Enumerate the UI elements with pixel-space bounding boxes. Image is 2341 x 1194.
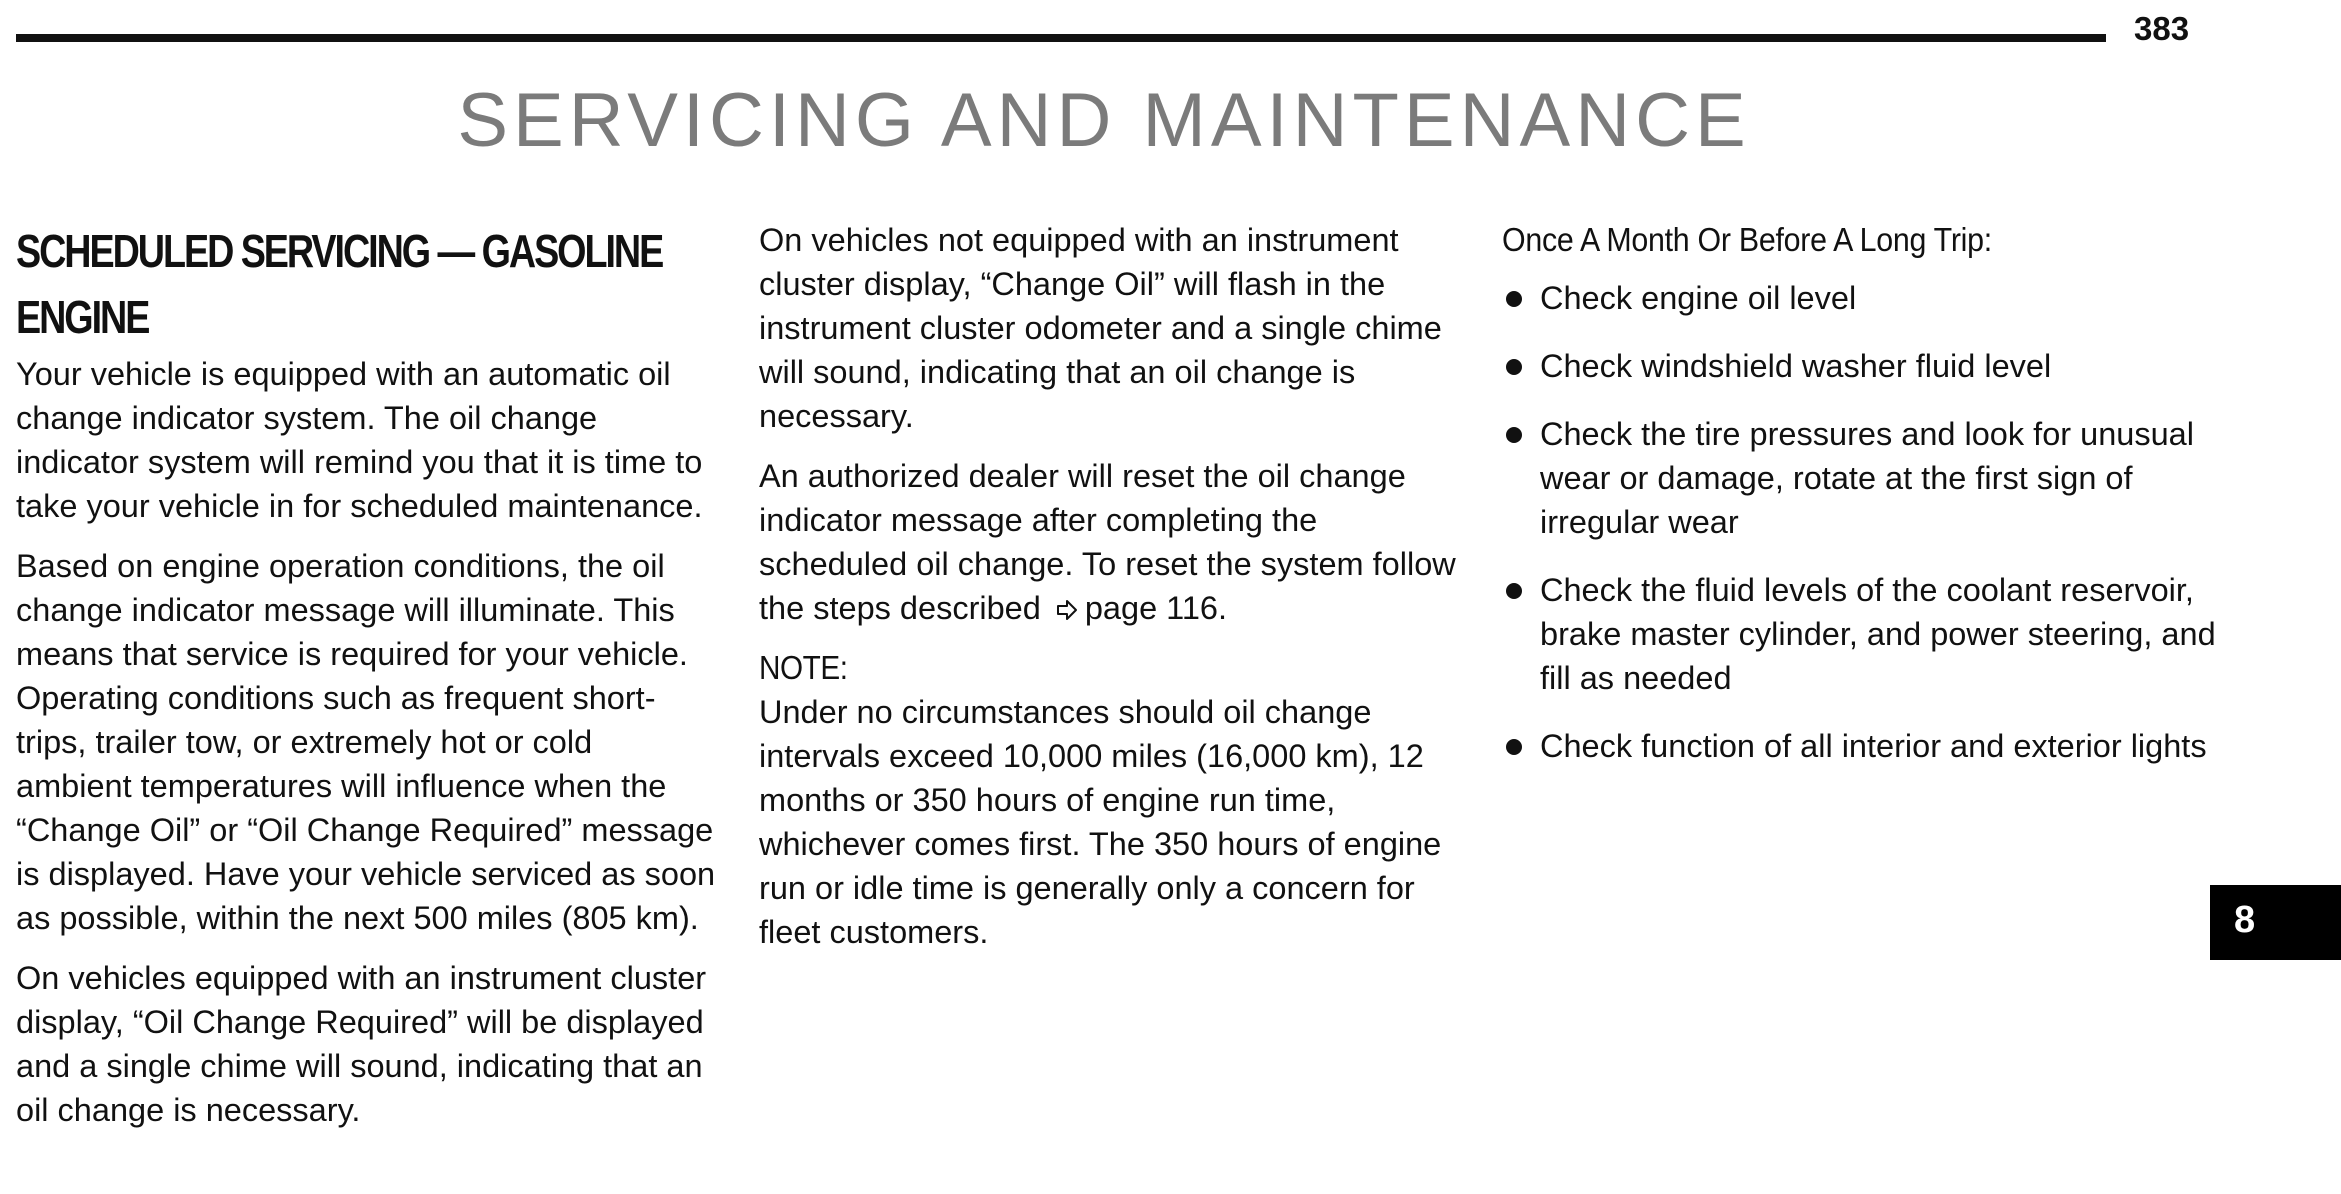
list-item [1502,344,2222,388]
reset-paragraph [759,454,1459,630]
arrow-right-icon [1055,589,1079,613]
page-number: 383 [2134,10,2190,47]
list-item-text: Check the fluid levels of the coolant reservoir, brake master cylinder, and power steering, and fill as needed [1540,572,2216,696]
paragraph: On vehicles not equipped with an instrument cluster display, “Change Oil” will flash in the instrument cluster odometer and a single chime will sound, indicating that an oil change is necessary. [759,222,1442,434]
column-2 [759,218,1459,970]
bullet-icon [1506,427,1522,443]
note-text: Under no circumstances should oil change intervals exceed 10,000 miles (16,000 km), 12 months or 350 hours of engine run time, whichever comes first. The 350 hours of engine run or idle time is generally only a concern for fleet customers. [759,694,1442,950]
bullet-icon [1506,291,1522,307]
list-item-text: Check the tire pressures and look for unusual wear or damage, rotate at the first sign of irregular wear [1540,416,2194,540]
header-rule [16,34,2106,42]
paragraph: On vehicles equipped with an instrument cluster display, “Oil Change Required” will be displayed and a single chime will sound, indicating that an oil change is necessary. [16,960,707,1128]
column-1 [16,218,716,1148]
list-item [1502,276,2222,320]
list-item-text: Check engine oil level [1540,280,1857,316]
chapter-tab[interactable] [2210,885,2341,960]
list-item-text: Check windshield washer fluid level [1540,348,2052,384]
chapter-tab-label: 8 [2234,899,2256,941]
list-item [1502,724,2222,768]
list-item-text: Check function of all interior and exterior lights [1540,728,2207,764]
bullet-icon [1506,359,1522,375]
checklist [1502,276,2222,768]
bullet-icon [1506,583,1522,599]
section-title: SERVICING AND MAINTENANCE [457,78,1751,163]
paragraph: Your vehicle is equipped with an automatic oil change indicator system. The oil change indicator system will remind you that it is time to take your vehicle in for scheduled maintenance. [16,356,703,524]
note-label: NOTE: [759,649,848,686]
page-reference-link[interactable]: page 116. [1084,590,1228,626]
column-3 [1502,218,2222,792]
reset-text: An authorized dealer will reset the oil change indicator message after completing the scheduled oil change. To reset the system follow the steps described [759,458,1456,626]
list-item [1502,412,2222,544]
list-item [1502,568,2222,700]
section-heading: SCHEDULED SERVICING — GASOLINE ENGINE [16,225,663,343]
checklist-heading: Once A Month Or Before A Long Trip: [1502,221,1992,258]
paragraph: Based on engine operation conditions, the oil change indicator message will illuminate. This means that service is required for your vehicle. Operating conditions such as frequent short-trips, trailer tow, or extremely hot or cold ambient temperatures will influence when the “Change Oil” or “Oil Change Required” message is displayed. Have your vehicle serviced as soon as possible, within the next 500 miles (805 km). [16,548,716,936]
bullet-icon [1506,739,1522,755]
